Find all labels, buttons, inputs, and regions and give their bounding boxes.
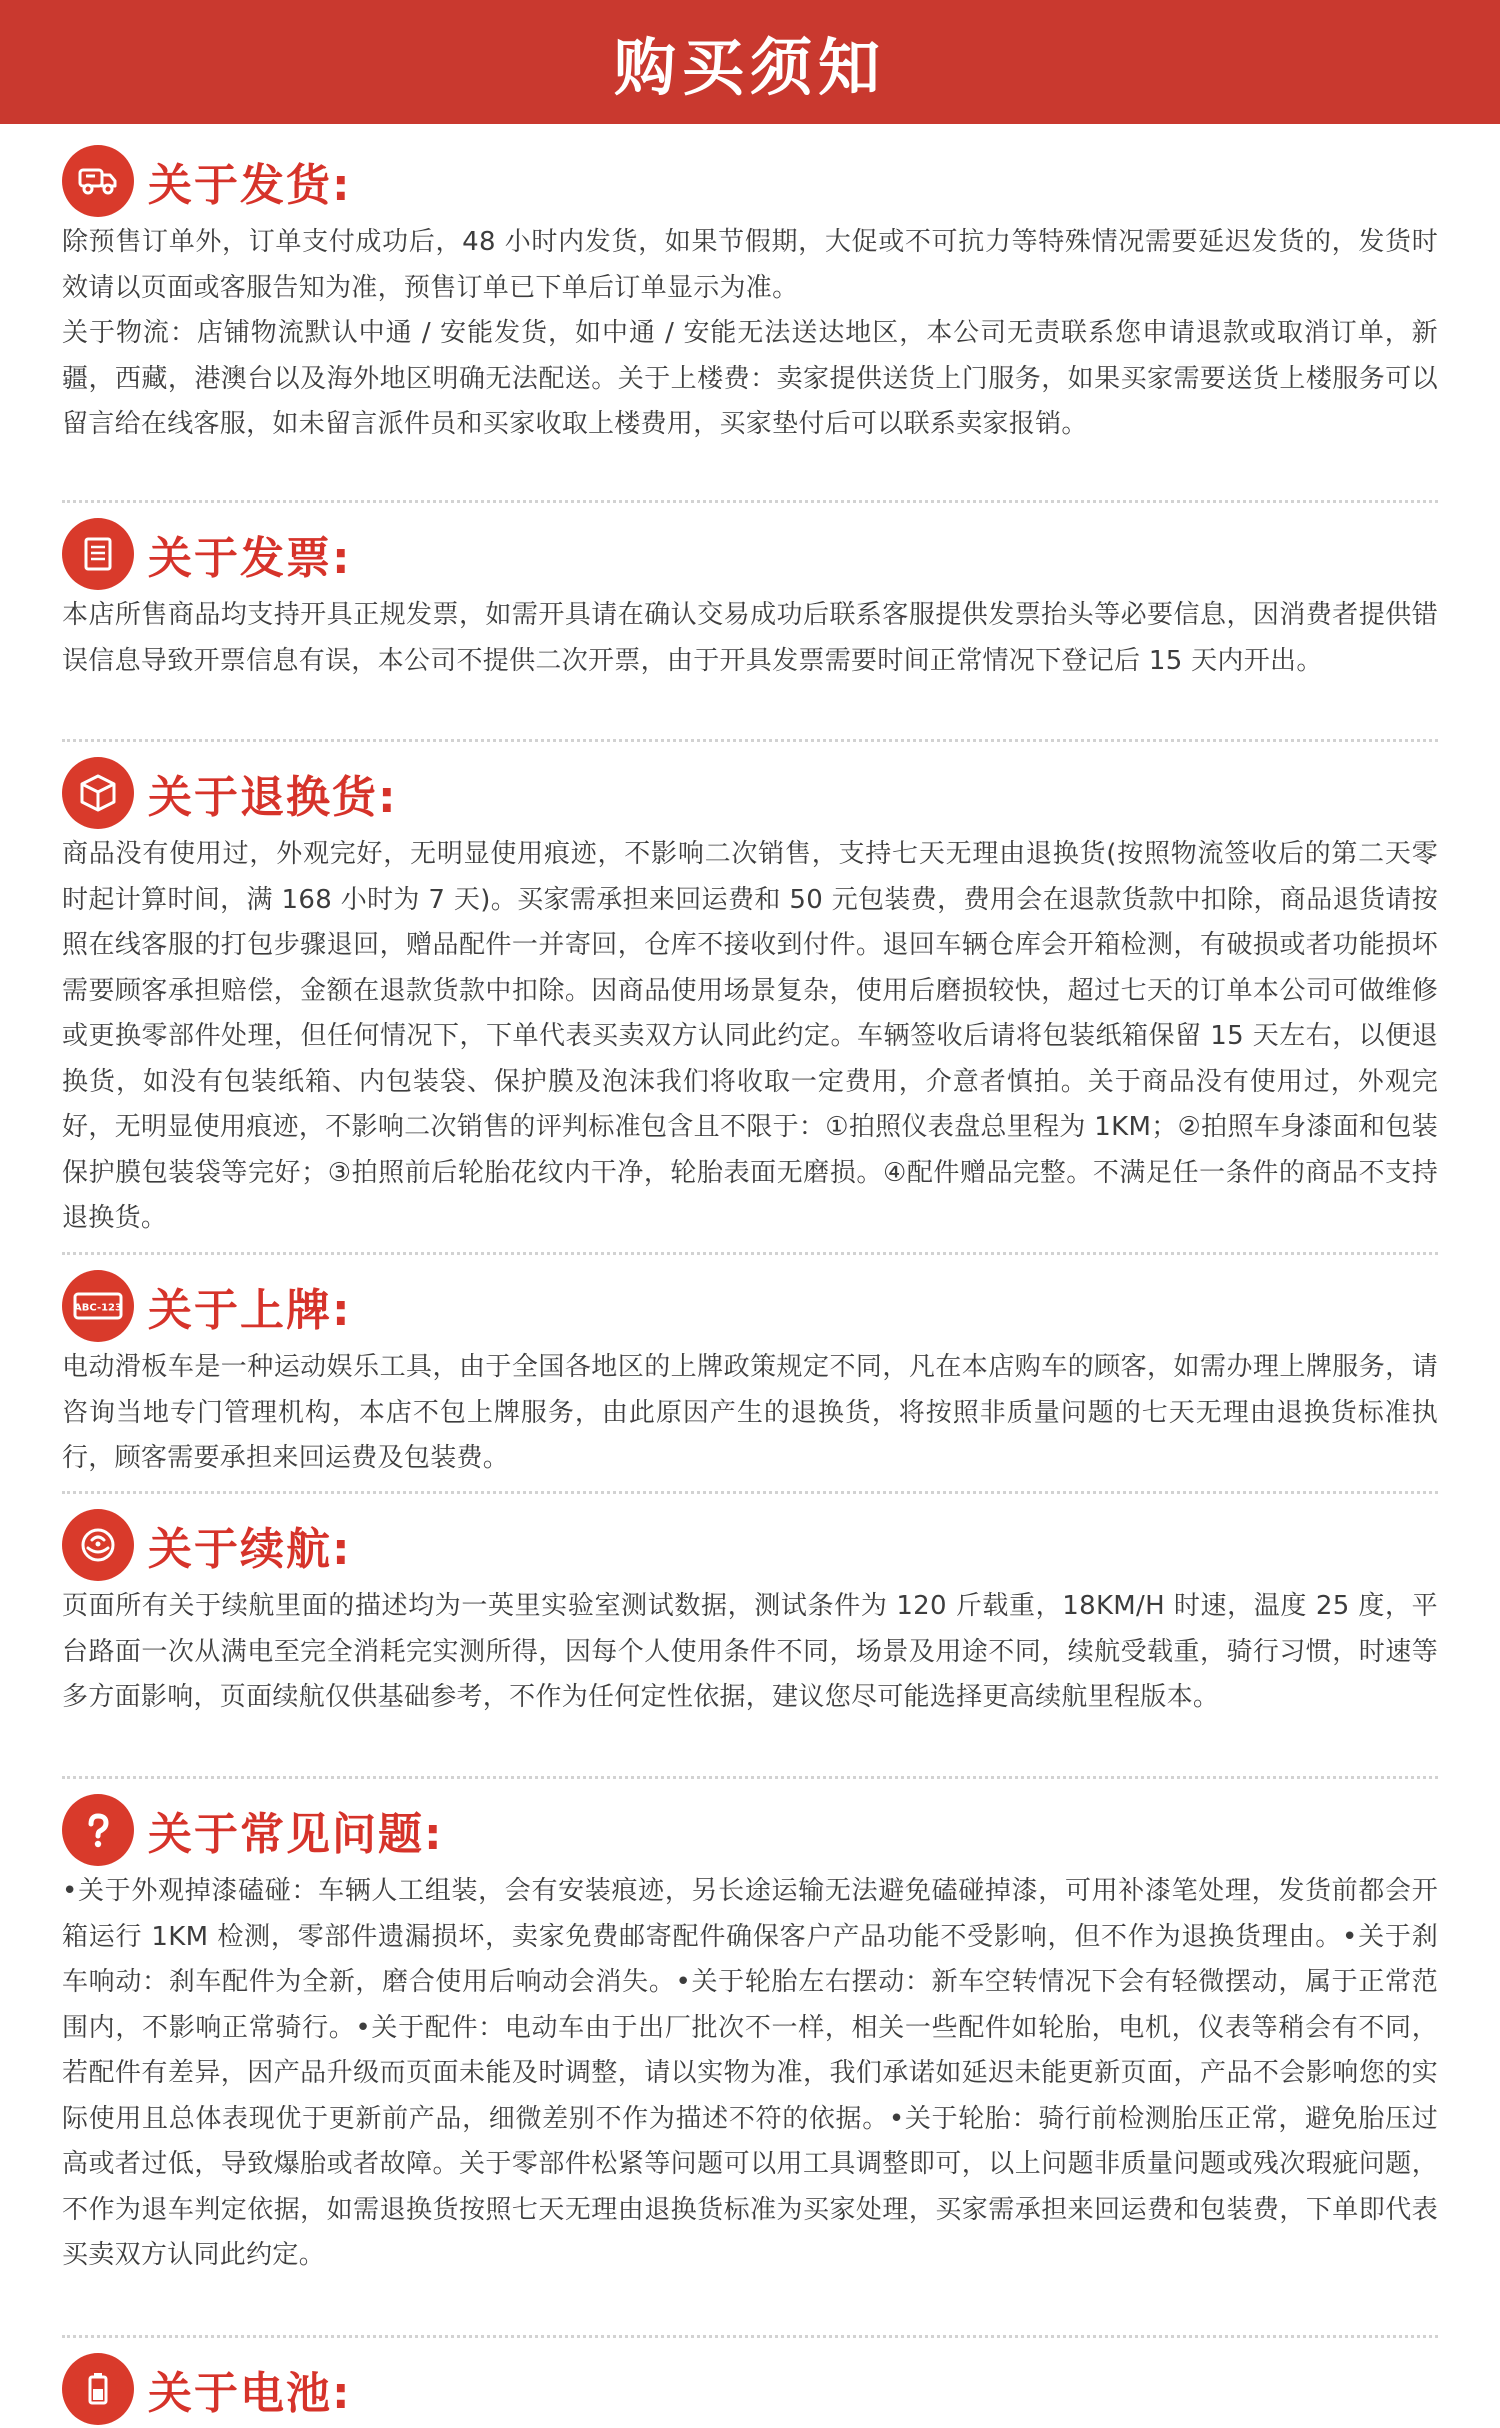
paragraph: 除预售订单外，订单支付成功后，48 小时内发货，如果节假期，大促或不可抗力等特殊情况需要延迟发货的，发货时效请以页面或客服告知为准，预售订单已下单后订单显示为准。 bbox=[62, 227, 1438, 303]
section-header bbox=[62, 1267, 1438, 1345]
battery-range-icon bbox=[62, 1509, 134, 1581]
top-banner bbox=[0, 0, 1500, 124]
paragraph: 关于物流：店铺物流默认中通 / 安能发货，如中通 / 安能无法送达地区，本公司无责联系您申请退款或取消订单，新疆，西藏，港澳台以及海外地区明确无法配送。关于上楼费：卖家提供送货上门服务，如果买家需要送货上楼服务可以留言给在线客服，如未留言派件员和买家收取上楼费用，买家垫付后可以联系卖家报销。 bbox=[62, 318, 1438, 439]
section-header bbox=[62, 2350, 1438, 2428]
section-range bbox=[62, 1506, 1438, 1779]
section-battery bbox=[62, 2350, 1438, 2428]
section-title: 关于发货: bbox=[148, 160, 352, 211]
section-returns bbox=[62, 754, 1438, 1255]
question-mark-icon bbox=[62, 1794, 134, 1866]
section-invoice bbox=[62, 515, 1438, 742]
section-title: 关于电池: bbox=[148, 2368, 352, 2419]
delivery-truck-icon bbox=[62, 145, 134, 217]
section-header bbox=[62, 754, 1438, 832]
section-header bbox=[62, 142, 1438, 220]
battery-icon bbox=[62, 2353, 134, 2425]
section-header bbox=[62, 1791, 1438, 1869]
section-title: 关于发票: bbox=[148, 533, 352, 584]
dotted-divider bbox=[62, 500, 1438, 503]
license-plate-icon bbox=[62, 1270, 134, 1342]
dotted-divider bbox=[62, 1252, 1438, 1255]
invoice-icon bbox=[62, 518, 134, 590]
section-header bbox=[62, 515, 1438, 593]
plate-text: ABC-123 bbox=[74, 1302, 122, 1314]
dotted-divider bbox=[62, 1776, 1438, 1779]
section-title: 关于续航: bbox=[148, 1524, 352, 1575]
section-text bbox=[62, 1584, 1438, 1766]
paragraph: 页面所有关于续航里面的描述均为一英里实验室测试数据，测试条件为 120 斤载重，18KM/H 时速，温度 25 度，平台路面一次从满电至完全消耗完实测所得，因每个人使用条件不同，场景及用途不同，续航受载重，骑行习惯，时速等多方面影响，页面续航仅供基础参考，不作为任何定性依据，建议您尽可能选择更高续航里程版本。 bbox=[62, 1591, 1438, 1712]
paragraph: •关于外观掉漆磕碰：车辆人工组装，会有安装痕迹，另长途运输无法避免磕碰掉漆，可用补漆笔处理，发货前都会开箱运行 1KM 检测，零部件遗漏损坏，卖家免费邮寄配件确保客户产品功能不受影响，但不作为退换货理由。•关于刹车响动：刹车配件为全新，磨合使用后响动会消失。•关于轮胎左右摆动：新车空转情况下会有轻微摆动，属于正常范围内，不影响正常骑行。•关于配件：电动车由于出厂批次不一样，相关一些配件如轮胎，电机，仪表等稍会有不同，若配件有差异，因产品升级而页面未能及时调整，请以实物为准，我们承诺如延迟未能更新页面，产品不会影响您的实际使用且总体表现优于更新前产品，细微差别不作为描述不符的依据。•关于轮胎：骑行前检测胎压正常，避免胎压过高或者过低，导致爆胎或者故障。关于零部件松紧等问题可以用工具调整即可，以上问题非质量问题或残次瑕疵问题，不作为退车判定依据，如需退换货按照七天无理由退换货标准为买家处理，买家需承担来回运费和包装费，下单即代表买卖双方认同此约定。 bbox=[62, 1876, 1438, 2270]
section-text bbox=[62, 1869, 1438, 2325]
section-text bbox=[62, 1345, 1438, 1481]
paragraph: 商品没有使用过，外观完好，无明显使用痕迹，不影响二次销售，支持七天无理由退换货(按照物流签收后的第二天零时起计算时间，满 168 小时为 7 天)。买家需承担来回运费和 50 元包装费，费用会在退款货款中扣除，商品退货请按照在线客服的打包步骤退回，赠品配件一并寄回，仓库不接收到付件。退回车辆仓库会开箱检测，有破损或者功能损坏需要顾客承担赔偿，金额在退款货款中扣除。因商品使用场景复杂，使用后磨损较快，超过七天的订单本公司可做维修或更换零部件处理，但任何情况下，下单代表买卖双方认同此约定。车辆签收后请将包装纸箱保留 15 天左右，以便退换货，如没有包装纸箱、内包装袋、保护膜及泡沫我们将收取一定费用，介意者慎拍。关于商品没有使用过，外观完好，无明显使用痕迹，不影响二次销售的评判标准包含且不限于：①拍照仪表盘总里程为 1KM；②拍照车身漆面和包装保护膜包装袋等完好；③拍照前后轮胎花纹内干净，轮胎表面无磨损。④配件赠品完整。不满足任一条件的商品不支持退换货。 bbox=[62, 839, 1438, 1233]
paragraph: 电动滑板车是一种运动娱乐工具，由于全国各地区的上牌政策规定不同，凡在本店购车的顾客，如需办理上牌服务，请咨询当地专门管理机构，本店不包上牌服务，由此原因产生的退换货，将按照非质量问题的七天无理由退换货标准执行，顾客需要承担来回运费及包装费。 bbox=[62, 1352, 1438, 1473]
paragraph: 本店所售商品均支持开具正规发票，如需开具请在确认交易成功后联系客服提供发票抬头等必要信息，因消费者提供错误信息导致开票信息有误，本公司不提供二次开票，由于开具发票需要时间正常情况下登记后 15 天内开出。 bbox=[62, 600, 1438, 676]
section-title: 关于上牌: bbox=[148, 1285, 352, 1336]
dotted-divider bbox=[62, 2335, 1438, 2338]
section-plate bbox=[62, 1267, 1438, 1494]
section-title: 关于常见问题: bbox=[148, 1809, 444, 1860]
section-text bbox=[62, 220, 1438, 490]
section-faq bbox=[62, 1791, 1438, 2338]
section-text bbox=[62, 832, 1438, 1242]
section-header bbox=[62, 1506, 1438, 1584]
section-shipping bbox=[62, 142, 1438, 503]
dotted-divider bbox=[62, 1491, 1438, 1494]
section-title: 关于退换货: bbox=[148, 772, 398, 823]
dotted-divider bbox=[62, 739, 1438, 742]
page-title: 购买须知 bbox=[613, 30, 886, 104]
notice-body bbox=[62, 142, 1438, 2428]
package-box-icon bbox=[62, 757, 134, 829]
section-text bbox=[62, 593, 1438, 729]
